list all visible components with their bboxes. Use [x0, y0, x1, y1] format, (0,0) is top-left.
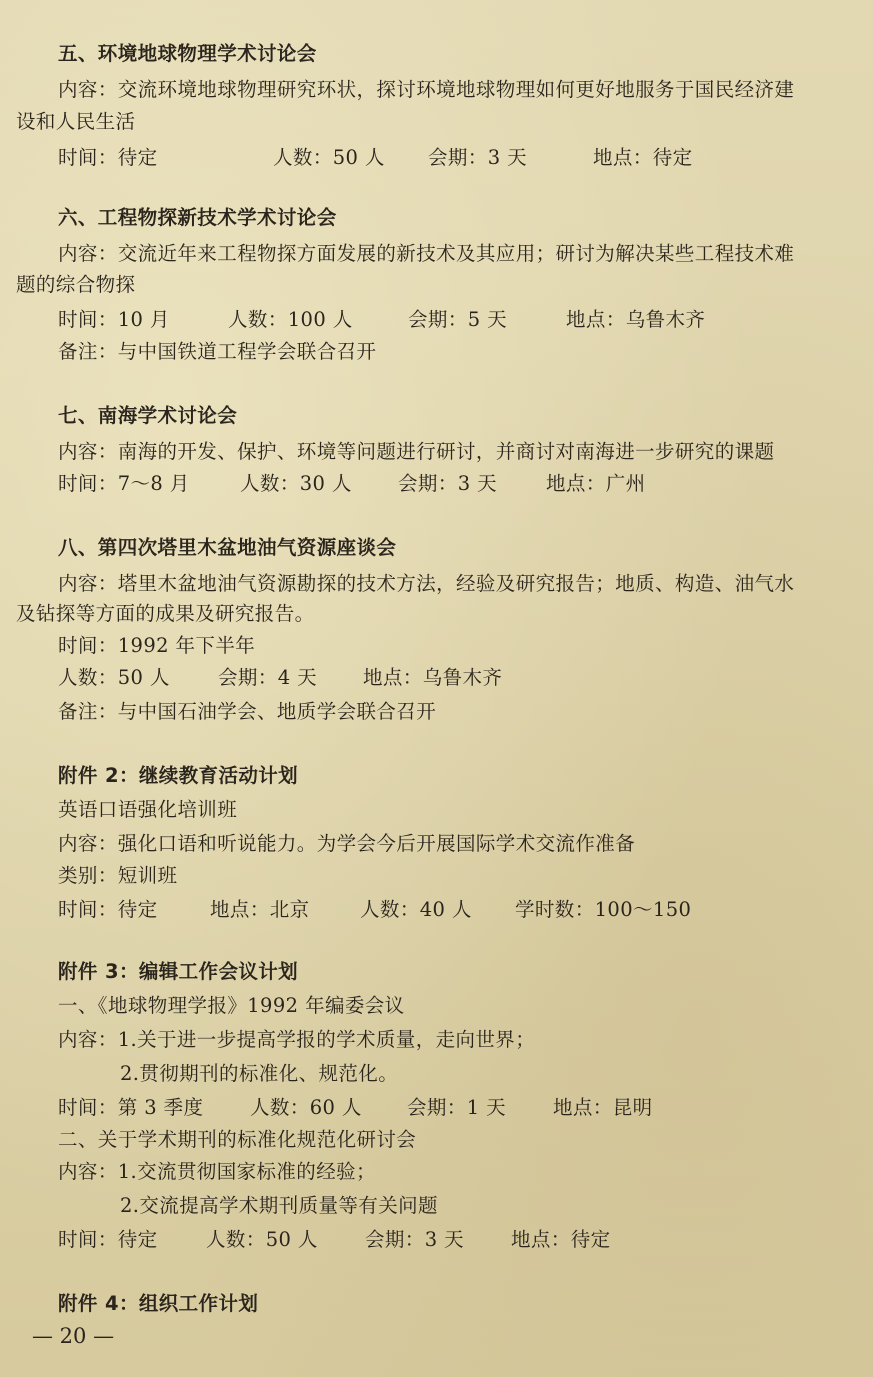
annex-3-heading: 附件 3：编辑工作会议计划 — [58, 960, 299, 983]
section-8-people: 人数：50 人 — [58, 666, 170, 689]
annex-3-item-1-content-line-2: 2.贯彻期刊的标准化、规范化。 — [120, 1062, 399, 1085]
annex-3-item-2-duration: 会期：3 天 — [365, 1228, 465, 1251]
section-8-title: 八、第四次塔里木盆地油气资源座谈会 — [58, 536, 397, 559]
section-6-time: 时间：10 月 — [58, 308, 170, 331]
annex-3-item-2-content-line-1: 内容：1.交流贯彻国家标准的经验； — [58, 1160, 376, 1183]
section-8-details — [58, 664, 502, 692]
section-7-duration: 会期：3 天 — [398, 472, 498, 495]
annex-3-item-2-people: 人数：50 人 — [206, 1228, 318, 1251]
section-8-content-line-2: 及钻探等方面的成果及研究报告。 — [16, 602, 315, 625]
section-6-details — [58, 306, 705, 334]
page-number: — 20 — — [32, 1324, 115, 1348]
annex-3-item-1-title: 一、《地球物理学报》1992 年编委会议 — [58, 994, 405, 1017]
section-6-content-line-2: 题的综合物探 — [16, 273, 136, 296]
section-5-people: 人数：50 人 — [273, 146, 385, 169]
section-7-content-line-1: 内容：南海的开发、保护、环境等问题进行研讨，并商讨对南海进一步研究的课题 — [58, 440, 775, 463]
annex-3-item-2-details — [58, 1226, 611, 1254]
annex-4-heading: 附件 4：组织工作计划 — [58, 1292, 259, 1315]
section-6-duration: 会期：5 天 — [408, 308, 508, 331]
section-8-note: 备注：与中国石油学会、地质学会联合召开 — [58, 700, 437, 723]
section-6-content-line-1: 内容：交流近年来工程物探方面发展的新技术及其应用；研讨为解决某些工程技术难 — [58, 242, 795, 265]
annex-3-item-1-duration: 会期：1 天 — [407, 1096, 507, 1119]
section-8-content-line-1: 内容：塔里木盆地油气资源勘探的技术方法，经验及研究报告；地质、构造、油气水 — [58, 572, 795, 595]
section-5-duration: 会期：3 天 — [428, 146, 528, 169]
annex-3-item-2-content-line-2: 2.交流提高学术期刊质量等有关问题 — [120, 1194, 438, 1217]
annex-2-place: 地点：北京 — [210, 898, 310, 921]
annex-2-hours: 学时数：100～150 — [515, 898, 692, 921]
section-6-people: 人数：100 人 — [228, 308, 353, 331]
section-5-place: 地点：待定 — [593, 146, 693, 169]
section-5-details — [58, 144, 693, 172]
annex-2-details — [58, 896, 691, 924]
annex-2-people: 人数：40 人 — [360, 898, 472, 921]
section-5-content-line-2: 设和人民生活 — [16, 110, 136, 133]
annex-3-item-1-place: 地点：昆明 — [553, 1096, 653, 1119]
section-7-title: 七、南海学术讨论会 — [58, 404, 238, 427]
section-8-time: 时间：1992 年下半年 — [58, 634, 256, 657]
annex-2-content: 内容：强化口语和听说能力。为学会今后开展国际学术交流作准备 — [58, 832, 636, 855]
annex-2-time: 时间：待定 — [58, 898, 158, 921]
section-6-note: 备注：与中国铁道工程学会联合召开 — [58, 340, 377, 363]
section-7-place: 地点：广州 — [546, 472, 646, 495]
annex-3-item-2-time: 时间：待定 — [58, 1228, 158, 1251]
section-7-details — [58, 470, 646, 498]
annex-3-item-1-details — [58, 1094, 653, 1122]
section-6-place: 地点：乌鲁木齐 — [566, 308, 706, 331]
section-5-content-line-1: 内容：交流环境地球物理研究环状，探讨环境地球物理如何更好地服务于国民经济建 — [58, 78, 795, 101]
annex-3-item-1-people: 人数：60 人 — [250, 1096, 362, 1119]
annex-3-item-1-time: 时间：第 3 季度 — [58, 1096, 204, 1119]
annex-2-category: 类别：短训班 — [58, 864, 178, 887]
annex-3-item-1-content-line-1: 内容：1.关于进一步提高学报的学术质量，走向世界； — [58, 1028, 536, 1051]
section-6-title: 六、工程物探新技术学术讨论会 — [58, 206, 337, 229]
section-5-title: 五、环境地球物理学术讨论会 — [58, 42, 317, 65]
section-8-place: 地点：乌鲁木齐 — [363, 666, 503, 689]
section-7-people: 人数：30 人 — [240, 472, 352, 495]
section-8-duration: 会期：4 天 — [218, 666, 318, 689]
annex-2-course-title: 英语口语强化培训班 — [58, 798, 238, 821]
annex-3-item-2-title: 二、关于学术期刊的标准化规范化研讨会 — [58, 1128, 417, 1151]
section-5-time: 时间：待定 — [58, 146, 158, 169]
annex-3-item-2-place: 地点：待定 — [511, 1228, 611, 1251]
annex-2-heading: 附件 2：继续教育活动计划 — [58, 764, 299, 787]
section-7-time: 时间：7～8 月 — [58, 472, 190, 495]
